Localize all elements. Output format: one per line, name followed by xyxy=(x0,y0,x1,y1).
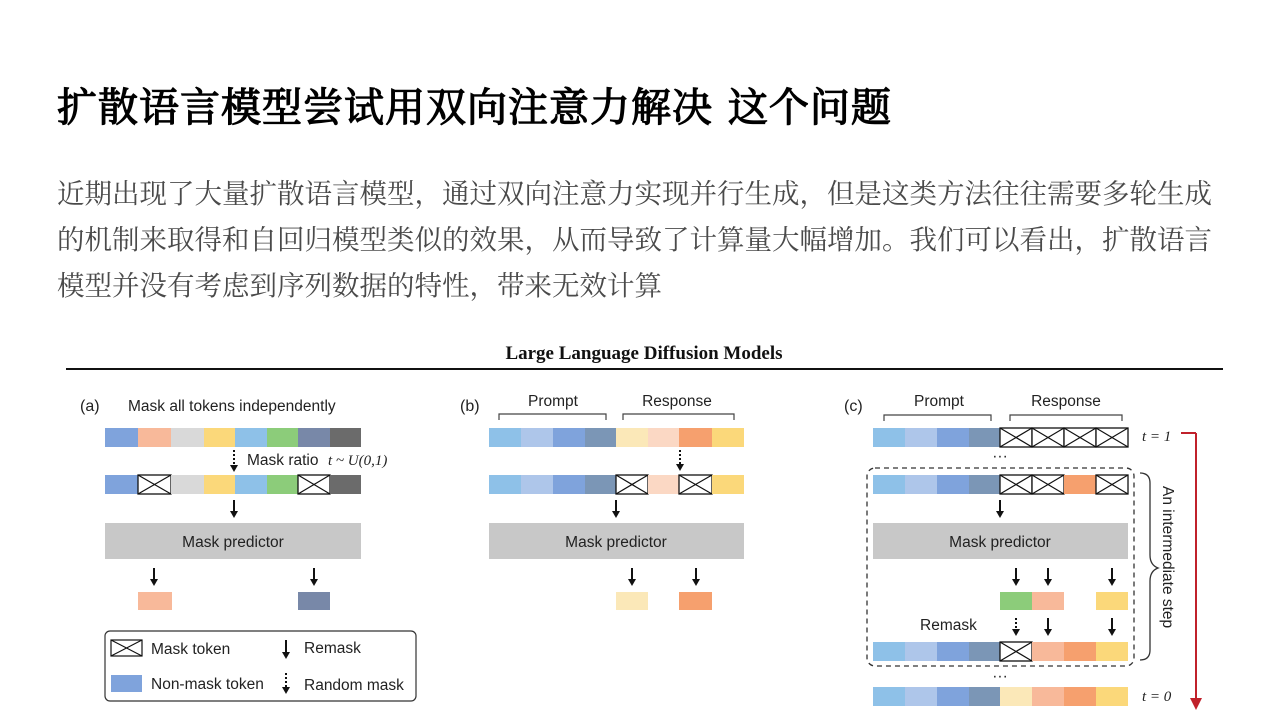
prompt-bracket xyxy=(884,415,991,421)
legend-remask-label: Remask xyxy=(304,640,361,657)
token xyxy=(204,475,235,494)
mask-token xyxy=(679,475,712,494)
panel-a-input-sequence xyxy=(105,428,361,447)
mask-token xyxy=(1096,475,1128,494)
token xyxy=(905,428,937,447)
token xyxy=(969,687,1000,706)
token xyxy=(235,475,267,494)
token xyxy=(585,428,616,447)
down-arrow xyxy=(230,500,238,518)
mask-token xyxy=(138,475,171,494)
response-bracket xyxy=(623,414,734,420)
remask-arrow xyxy=(1108,618,1116,636)
token xyxy=(553,428,585,447)
panel-c-sequence-t0 xyxy=(873,687,1128,706)
t-start-label: t = 1 xyxy=(1142,429,1172,445)
token xyxy=(648,428,679,447)
token xyxy=(648,475,679,494)
panel-b-predictor-label: Mask predictor xyxy=(565,534,667,551)
predicted-token xyxy=(616,592,648,610)
down-arrow xyxy=(612,500,620,518)
token xyxy=(489,428,521,447)
panel-c-label: (c) xyxy=(844,398,863,415)
token xyxy=(937,428,969,447)
token xyxy=(1096,642,1128,661)
panel-c-step-input xyxy=(873,475,1128,494)
response-bracket xyxy=(1010,415,1122,421)
token xyxy=(267,475,298,494)
panel-b-input-sequence xyxy=(489,428,744,447)
token xyxy=(521,428,553,447)
token xyxy=(553,475,585,494)
token xyxy=(905,687,937,706)
diffusion-figure xyxy=(0,330,1280,720)
panel-c-sequence-t1 xyxy=(873,428,1128,447)
panel-b-prompt-label: Prompt xyxy=(528,393,578,410)
token xyxy=(267,428,298,447)
panel-a-predictor-label: Mask predictor xyxy=(182,534,284,551)
token xyxy=(873,428,905,447)
token xyxy=(712,428,744,447)
predicted-token xyxy=(138,592,172,610)
down-arrow xyxy=(1108,568,1116,586)
legend-mask-token-label: Mask token xyxy=(151,641,231,658)
predicted-token xyxy=(679,592,712,610)
ellipsis-bottom: ··· xyxy=(992,668,1008,685)
intermediate-step-label: An intermediate step xyxy=(1159,486,1176,629)
token xyxy=(937,475,969,494)
token xyxy=(105,428,138,447)
down-arrow xyxy=(1044,568,1052,586)
mask-token xyxy=(1000,428,1032,447)
token xyxy=(330,475,361,494)
token xyxy=(873,475,905,494)
legend-non-mask-label: Non-mask token xyxy=(151,676,264,693)
panel-a-masked-sequence xyxy=(105,475,361,494)
ellipsis-top: ··· xyxy=(992,448,1008,465)
intermediate-step-brace xyxy=(1140,473,1158,660)
panel-a-label: (a) xyxy=(80,398,100,415)
mask-ratio-formula: t ~ U(0,1) xyxy=(328,453,388,469)
mask-token xyxy=(1000,642,1032,661)
legend-random-mask-label: Random mask xyxy=(304,677,404,694)
panel-c-remask-label: Remask xyxy=(920,617,977,634)
down-arrow xyxy=(692,568,700,586)
panel-b-label: (b) xyxy=(460,398,480,415)
random-mask-arrow xyxy=(676,450,684,471)
token xyxy=(969,475,1000,494)
token xyxy=(1064,642,1096,661)
slide-body-text: 近期出现了大量扩散语言模型，通过双向注意力实现并行生成，但是这类方法往往需要多轮生成的机制来取得和自回归模型类似的效果，从而导致了计算量大幅增加。我们可以看出，扩散语言模型并没有考虑到序列数据的特性，带来无效计算 xyxy=(57,178,1212,302)
down-arrow xyxy=(310,568,318,586)
mask-token xyxy=(298,475,330,494)
panel-c-response-label: Response xyxy=(1031,393,1101,410)
token xyxy=(679,428,712,447)
panel-c-prompt-label: Prompt xyxy=(914,393,964,410)
predicted-token xyxy=(1096,592,1128,610)
token xyxy=(969,428,1000,447)
token xyxy=(905,642,937,661)
token xyxy=(585,475,616,494)
legend xyxy=(105,631,416,701)
legend-non-mask-swatch xyxy=(111,675,142,692)
down-arrow xyxy=(150,568,158,586)
predicted-token xyxy=(298,592,330,610)
token xyxy=(937,687,969,706)
mask-ratio-label: Mask ratio xyxy=(247,452,319,469)
random-mask-arrow xyxy=(230,450,238,472)
token xyxy=(521,475,553,494)
figure-title: Large Language Diffusion Models xyxy=(505,343,783,364)
predicted-token xyxy=(1032,592,1064,610)
down-arrow xyxy=(628,568,636,586)
token xyxy=(1032,642,1064,661)
mask-token xyxy=(616,475,648,494)
panel-b-response-label: Response xyxy=(642,393,712,410)
prompt-bracket xyxy=(499,414,606,420)
panel-c-predictor-label: Mask predictor xyxy=(949,534,1051,551)
token xyxy=(905,475,937,494)
token xyxy=(138,428,171,447)
mask-token xyxy=(1064,428,1096,447)
legend-mask-token-swatch xyxy=(111,640,142,656)
down-arrow xyxy=(996,500,1004,518)
token xyxy=(616,428,648,447)
down-arrow xyxy=(1012,568,1020,586)
mask-token xyxy=(1032,428,1064,447)
token xyxy=(969,642,1000,661)
token xyxy=(937,642,969,661)
token xyxy=(873,642,905,661)
token xyxy=(105,475,138,494)
remask-arrow xyxy=(1044,618,1052,636)
predicted-token xyxy=(1000,592,1032,610)
token xyxy=(1096,687,1128,706)
token xyxy=(235,428,267,447)
slide-title: 扩散语言模型尝试用双向注意力解决 这个问题 xyxy=(57,85,892,131)
intermediate-step-box xyxy=(867,468,1134,666)
panel-b-masked-sequence xyxy=(489,475,744,494)
token xyxy=(1032,687,1064,706)
t-end-label: t = 0 xyxy=(1142,689,1172,705)
mask-token xyxy=(1032,475,1064,494)
remask-arrow xyxy=(1012,618,1020,636)
token xyxy=(489,475,521,494)
token xyxy=(171,428,204,447)
panel-c-step-output xyxy=(873,642,1128,661)
mask-token xyxy=(1096,428,1128,447)
token xyxy=(298,428,330,447)
token xyxy=(204,428,235,447)
token xyxy=(873,687,905,706)
time-arrow xyxy=(1181,433,1202,710)
token xyxy=(171,475,204,494)
token xyxy=(1064,687,1096,706)
token xyxy=(1000,687,1032,706)
panel-a-heading: Mask all tokens independently xyxy=(128,398,336,415)
token xyxy=(712,475,744,494)
mask-token xyxy=(1000,475,1032,494)
token xyxy=(1064,475,1096,494)
token xyxy=(330,428,361,447)
